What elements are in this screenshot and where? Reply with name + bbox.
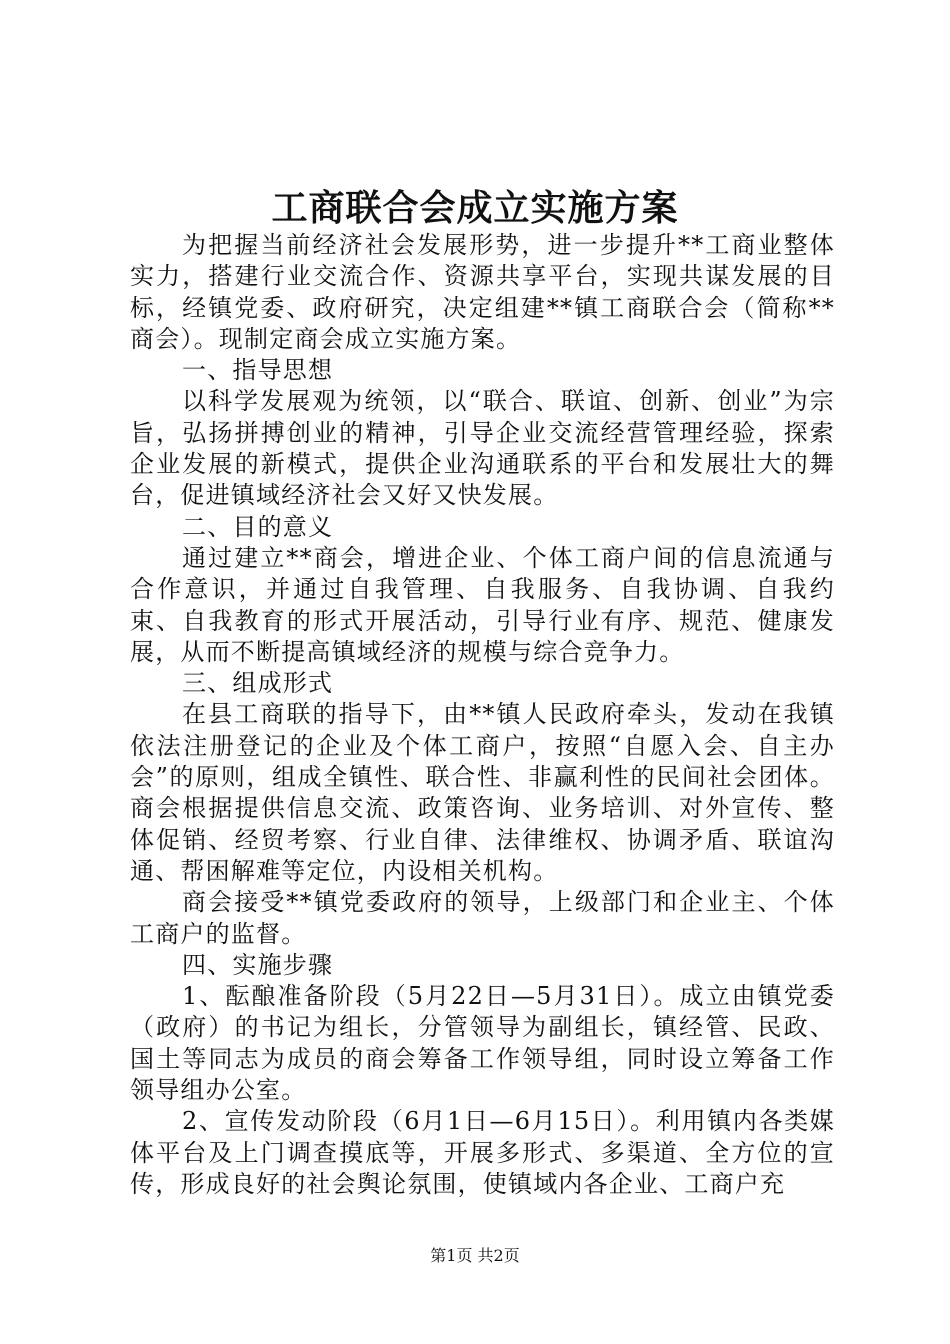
paragraph-intro: 为把握当前经济社会发展形势，进一步提升**工商业整体实力，搭建行业交流合作、资源共享平台，实现共谋发展的目标，经镇党委、政府研究，决定组建**镇工商联合会（简称**商会）。现制定商会成立实施方案。 bbox=[130, 231, 835, 353]
paragraph-supervision: 商会接受**镇党委政府的领导，上级部门和企业主、个体工商户的监督。 bbox=[130, 888, 835, 948]
document-body bbox=[130, 230, 835, 1200]
heading-implementation-steps: 四、实施步骤 bbox=[182, 950, 334, 979]
heading-composition: 三、组成形式 bbox=[182, 669, 334, 698]
paragraph-step-1: 1、酝酿准备阶段（5月22日—5月31日）。成立由镇党委（政府）的书记为组长，分管领导为副组长，镇经管、民政、国土等同志为成员的商会筹备工作领导组，同时设立筹备工作领导组办公室。 bbox=[130, 982, 835, 1105]
document-title: 工商联合会成立实施方案 bbox=[271, 187, 679, 229]
paragraph-guiding-ideology: 以科学发展观为统领，以“联合、联谊、创新、创业”为宗旨，弘扬拼搏创业的精神，引导企业交流经营管理经验，探索企业发展的新模式，提供企业沟通联系的平台和发展壮大的舞台，促进镇域经济社会又好又快发展。 bbox=[130, 387, 835, 510]
heading-purpose: 二、目的意义 bbox=[182, 512, 334, 541]
page-footer: 第1页 共2页 bbox=[430, 1246, 520, 1265]
heading-guiding-ideology: 一、指导思想 bbox=[182, 356, 334, 385]
paragraph-purpose: 通过建立**商会，增进企业、个体工商户间的信息流通与合作意识，并通过自我管理、自我服务、自我协调、自我约束、自我教育的形式开展活动，引导行业有序、规范、健康发展，从而不断提高镇域经济的规模与综合竞争力。 bbox=[130, 543, 835, 666]
paragraph-composition: 在县工商联的指导下，由**镇人民政府牵头，发动在我镇依法注册登记的企业及个体工商户，按照“自愿入会、自主办会”的原则，组成全镇性、联合性、非赢利性的民间社会团体。商会根据提供信息交流、政策咨询、业务培训、对外宣传、整体促销、经贸考察、行业自律、法律维权、协调矛盾、联谊沟通、帮困解难等定位，内设相关机构。 bbox=[130, 700, 835, 885]
paragraph-step-2: 2、宣传发动阶段（6月1日—6月15日）。利用镇内各类媒体平台及上门调查摸底等，开展多形式、多渠道、全方位的宣传，形成良好的社会舆论氛围，使镇域内各企业、工商户充 bbox=[130, 1107, 835, 1198]
